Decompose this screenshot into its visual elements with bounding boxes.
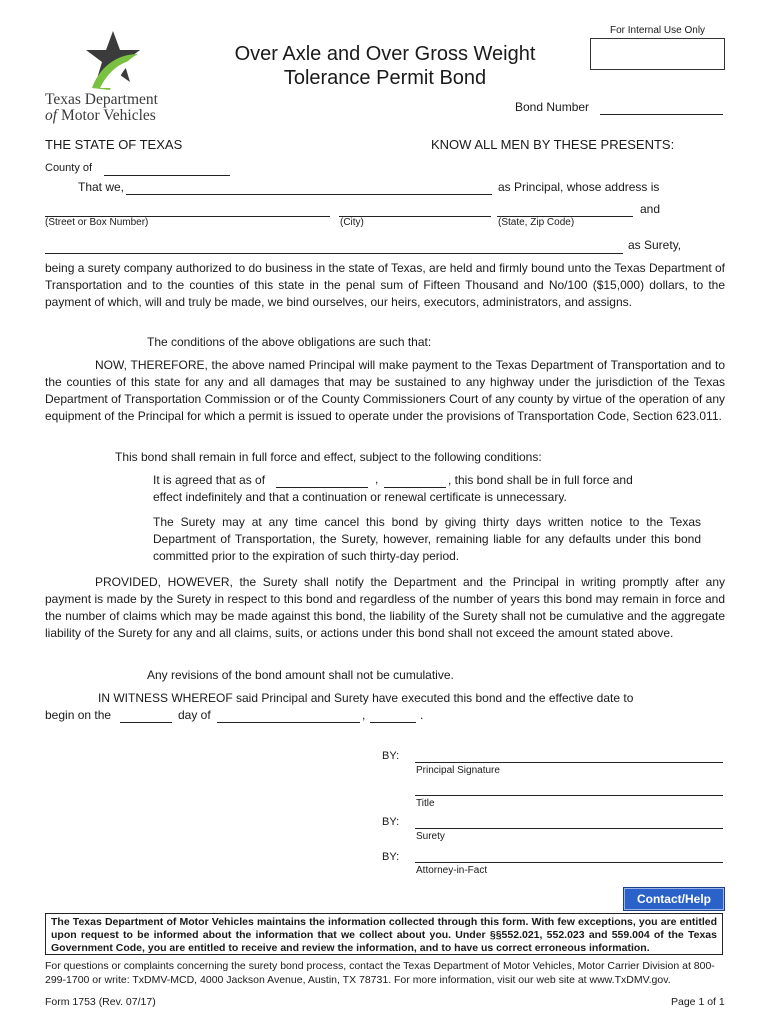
city-field[interactable]: [339, 203, 491, 217]
obligation-paragraph: being a surety company authorized to do business in the state of Texas, are held and firmly bound unto the Texas Department of Transportation and to the counties of this state in the penal sum of Fifteen Thousand and No/100 ($15,000) dollars, to the payment of which, will and truly be made, we bind ourselves, our heirs, executors, administrators, and assigns.: [45, 261, 725, 309]
form-title: [205, 42, 565, 90]
contact-help-button[interactable]: Contact/Help: [623, 887, 725, 911]
know-all-men-heading: KNOW ALL MEN BY THESE PRESENTS:: [431, 137, 675, 152]
begin-period: .: [420, 708, 424, 722]
by-label-surety: BY:: [382, 816, 400, 828]
surety-label: Surety: [416, 831, 445, 842]
day-of-label: day of: [178, 708, 211, 722]
now-therefore-paragraph: NOW, THEREFORE, the above named Principal will make payment to the Texas Department of Transportation and to the counties of this state for any and all damages that may be sustained to any highway under the jurisdiction of the Texas Department of Transportation Commission or of the County Commissioners Court of any county by virtue of the operation of any equipment of the Principal for which a permit is issued to operate under the provisions of Transportation Code, Section 623.011.: [45, 358, 725, 423]
begin-year-field[interactable]: [370, 709, 416, 723]
begin-on-label: begin on the: [45, 708, 112, 722]
state-of-texas-heading: THE STATE OF TEXAS: [45, 137, 183, 152]
attorney-signature-line[interactable]: [415, 862, 723, 863]
internal-use-box: [590, 38, 725, 70]
county-field[interactable]: [104, 162, 230, 176]
cancel-paragraph: The Surety may at any time cancel this bond by giving thirty days written notice to the Texas Department of Transportation, the Surety, however, remaining liable for any defaults under this bond committed prior to the expiration of such thirty-day period.: [153, 515, 701, 563]
privacy-notice: The Texas Department of Motor Vehicles maintains the information collected through this form. With few exceptions, you are entitled upon request to be informed about the information that we collect about you. Under §§552.021, 552.023 and 559.004 of the Texas Government Code, you are entitled to receive and review the information, and to have us correct erroneous information.: [45, 913, 723, 955]
bond-number-label: Bond Number: [515, 100, 590, 114]
by-label-principal: BY:: [382, 750, 400, 762]
form-number: Form 1753 (Rev. 07/17): [45, 996, 156, 1008]
state-zip-field[interactable]: [497, 203, 633, 217]
surety-signature-line[interactable]: [415, 828, 723, 829]
that-we-label: That we,: [78, 180, 125, 194]
full-force-line: This bond shall remain in full force and effect, subject to the following conditions:: [115, 450, 542, 464]
begin-comma: ,: [362, 708, 366, 722]
provided-however-paragraph: PROVIDED, HOWEVER, the Surety shall notify the Department and the Principal in writing promptly after any payment is made by the Surety in respect to this bond and regardless of the number of years this bond may remain in force and the number of claims which may be made against this bond, the liability of the Surety shall not be cumulative and the aggregate liability of the Surety for any and all claims, suits, or actions under this bond shall not exceed the amount stated above.: [45, 575, 725, 640]
bond-number-field[interactable]: [600, 101, 723, 115]
internal-use-label: For Internal Use Only: [610, 25, 706, 36]
agreed-continuation: , this bond shall be in full force and: [448, 473, 633, 487]
revisions-line: Any revisions of the bond amount shall not be cumulative.: [147, 668, 454, 682]
as-surety-label: as Surety,: [628, 238, 682, 252]
agreed-year-field[interactable]: [384, 474, 446, 488]
agreed-label: It is agreed that as of: [153, 473, 266, 487]
and-label: and: [640, 202, 661, 216]
witness-line: IN WITNESS WHEREOF said Principal and Surety have executed this bond and the effective date to: [98, 691, 634, 705]
county-of-label: County of: [45, 162, 93, 174]
surety-name-field[interactable]: [45, 240, 623, 254]
txdmv-logo: [45, 30, 185, 125]
questions-text: For questions or complaints concerning the surety bond process, contact the Texas Department of Motor Vehicles, Motor Carrier Division at 800-299-1700 or write: TxDMV-MCD, 4000 Jackson Avenue, Austin, TX 78731. For more information, visit our web site at www.TxDMV.gov.: [45, 960, 715, 986]
by-label-attorney: BY:: [382, 851, 400, 863]
principal-signature-line[interactable]: [415, 762, 723, 763]
begin-month-field[interactable]: [217, 709, 360, 723]
form-title-line1: Over Axle and Over Gross Weight: [234, 43, 536, 65]
principal-name-field[interactable]: [126, 181, 492, 195]
page-number: Page 1 of 1: [671, 996, 725, 1008]
street-field[interactable]: [45, 203, 330, 217]
agreed-line2: effect indefinitely and that a continuation or renewal certificate is unnecessary.: [153, 490, 567, 504]
logo-text-of: of: [45, 107, 58, 124]
logo-text-line2: Motor Vehicles: [57, 107, 156, 124]
title-label: Title: [416, 798, 435, 809]
agreed-comma: ,: [375, 472, 379, 486]
agreed-date-field[interactable]: [276, 474, 368, 488]
form-title-line2: Tolerance Permit Bond: [283, 67, 487, 89]
conditions-line: The conditions of the above obligations are such that:: [147, 335, 432, 349]
logo-text-line1: Texas Department: [45, 91, 158, 108]
begin-day-field[interactable]: [120, 709, 172, 723]
title-line[interactable]: [415, 795, 723, 796]
attorney-in-fact-label: Attorney-in-Fact: [416, 865, 488, 876]
city-caption: (City): [340, 217, 364, 228]
star-logo-icon: [78, 30, 148, 92]
as-principal-label: as Principal, whose address is: [498, 180, 660, 194]
state-zip-caption: (State, Zip Code): [498, 217, 575, 228]
street-caption: (Street or Box Number): [45, 217, 149, 228]
principal-signature-label: Principal Signature: [416, 765, 500, 776]
